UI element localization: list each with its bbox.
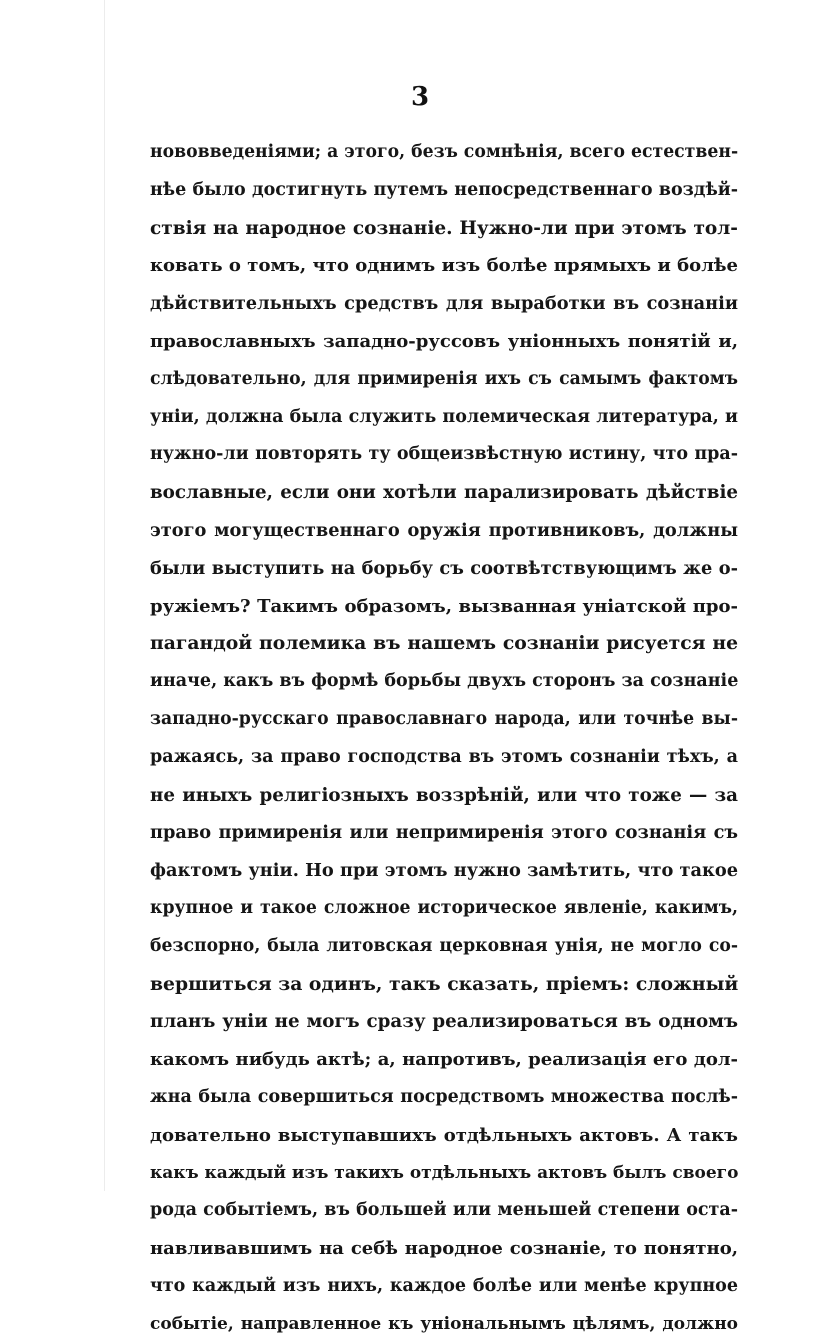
- text-line: пагандой полемика въ нашемъ сознаніи рисуется не: [150, 632, 738, 655]
- text-line: иначе, какъ въ формѣ борьбы двухъ сторонъ за сознаніе: [150, 671, 738, 692]
- text-line: западно-русскаго православнаго народа, или точнѣе вы-: [150, 708, 738, 729]
- body-text: [150, 134, 738, 1344]
- text-line: нужно-ли повторять ту общеизвѣстную истину, что пра-: [150, 444, 738, 465]
- text-line: какомъ нибудь актѣ; а, напротивъ, реализація его дол-: [150, 1049, 738, 1071]
- text-line: право примиренія или непримиренія этого сознанія съ: [150, 822, 738, 844]
- text-line: были выступить на борьбу съ соотвѣтствующимъ же о-: [150, 557, 738, 579]
- text-line: вославные, если они хотѣли парализировать дѣйствіе: [150, 482, 738, 504]
- text-line: ружіемъ? Такимъ образомъ, вызванная уніатской про-: [150, 595, 738, 617]
- text-line: вершиться за одинъ, такъ сказать, пріемъ: сложный: [150, 972, 738, 995]
- text-line: нововведеніями; а этого, безъ сомнѣнія, всего естествен-: [150, 142, 738, 162]
- text-line: дѣйствительныхъ средствъ для выработки въ сознаніи: [150, 293, 738, 315]
- page-edge-shadow: [104, 0, 105, 1191]
- text-line: навливавшимъ на себѣ народное сознаніе, то понятно,: [150, 1238, 738, 1260]
- text-line: безспорно, была литовская церковная унія, не могло со-: [150, 935, 738, 956]
- text-line: ковать о томъ, что однимъ изъ болѣе прямыхъ и болѣе: [150, 255, 738, 277]
- text-line: жна была совершиться посредствомъ множества послѣ-: [150, 1086, 738, 1107]
- text-line: этого могущественнаго оружія противниковъ, должны: [150, 519, 738, 541]
- text-line: какъ каждый изъ такихъ отдѣльныхъ актовъ былъ своего: [150, 1162, 738, 1183]
- text-line: фактомъ уніи. Но при этомъ нужно замѣтить, что такое: [150, 860, 738, 882]
- text-line: планъ уніи не могъ сразу реализироваться въ одномъ: [150, 1011, 738, 1033]
- text-line: уніи, должна была служить полемическая литература, и: [150, 406, 738, 427]
- text-line: ствія на народное сознаніе. Нужно-ли при этомъ тол-: [150, 217, 738, 239]
- text-line: крупное и такое сложное историческое явленіе, какимъ,: [150, 897, 738, 918]
- text-line: слѣдовательно, для примиренія ихъ съ самымъ фактомъ: [150, 368, 738, 389]
- page-number: 3: [410, 82, 430, 112]
- text-line: не иныхъ религіозныхъ воззрѣній, или что тоже — за: [150, 784, 738, 806]
- text-line: что каждый изъ нихъ, каждое болѣе или менѣе крупное: [150, 1275, 738, 1296]
- text-line: событіе, направленное къ уніональнымъ цѣлямъ, должно: [150, 1313, 738, 1334]
- text-line: довательно выступавшихъ отдѣльныхъ актовъ. А такъ: [150, 1124, 738, 1146]
- text-line: православныхъ западно-руссовъ уніонныхъ понятій и,: [150, 330, 738, 352]
- text-line: ражаясь, за право господства въ этомъ сознаніи тѣхъ, а: [150, 746, 738, 767]
- text-line: нѣе было достигнуть путемъ непосредственнаго воздѣй-: [150, 179, 738, 200]
- text-line: рода событіемъ, въ большей или меньшей степени оста-: [150, 1200, 738, 1221]
